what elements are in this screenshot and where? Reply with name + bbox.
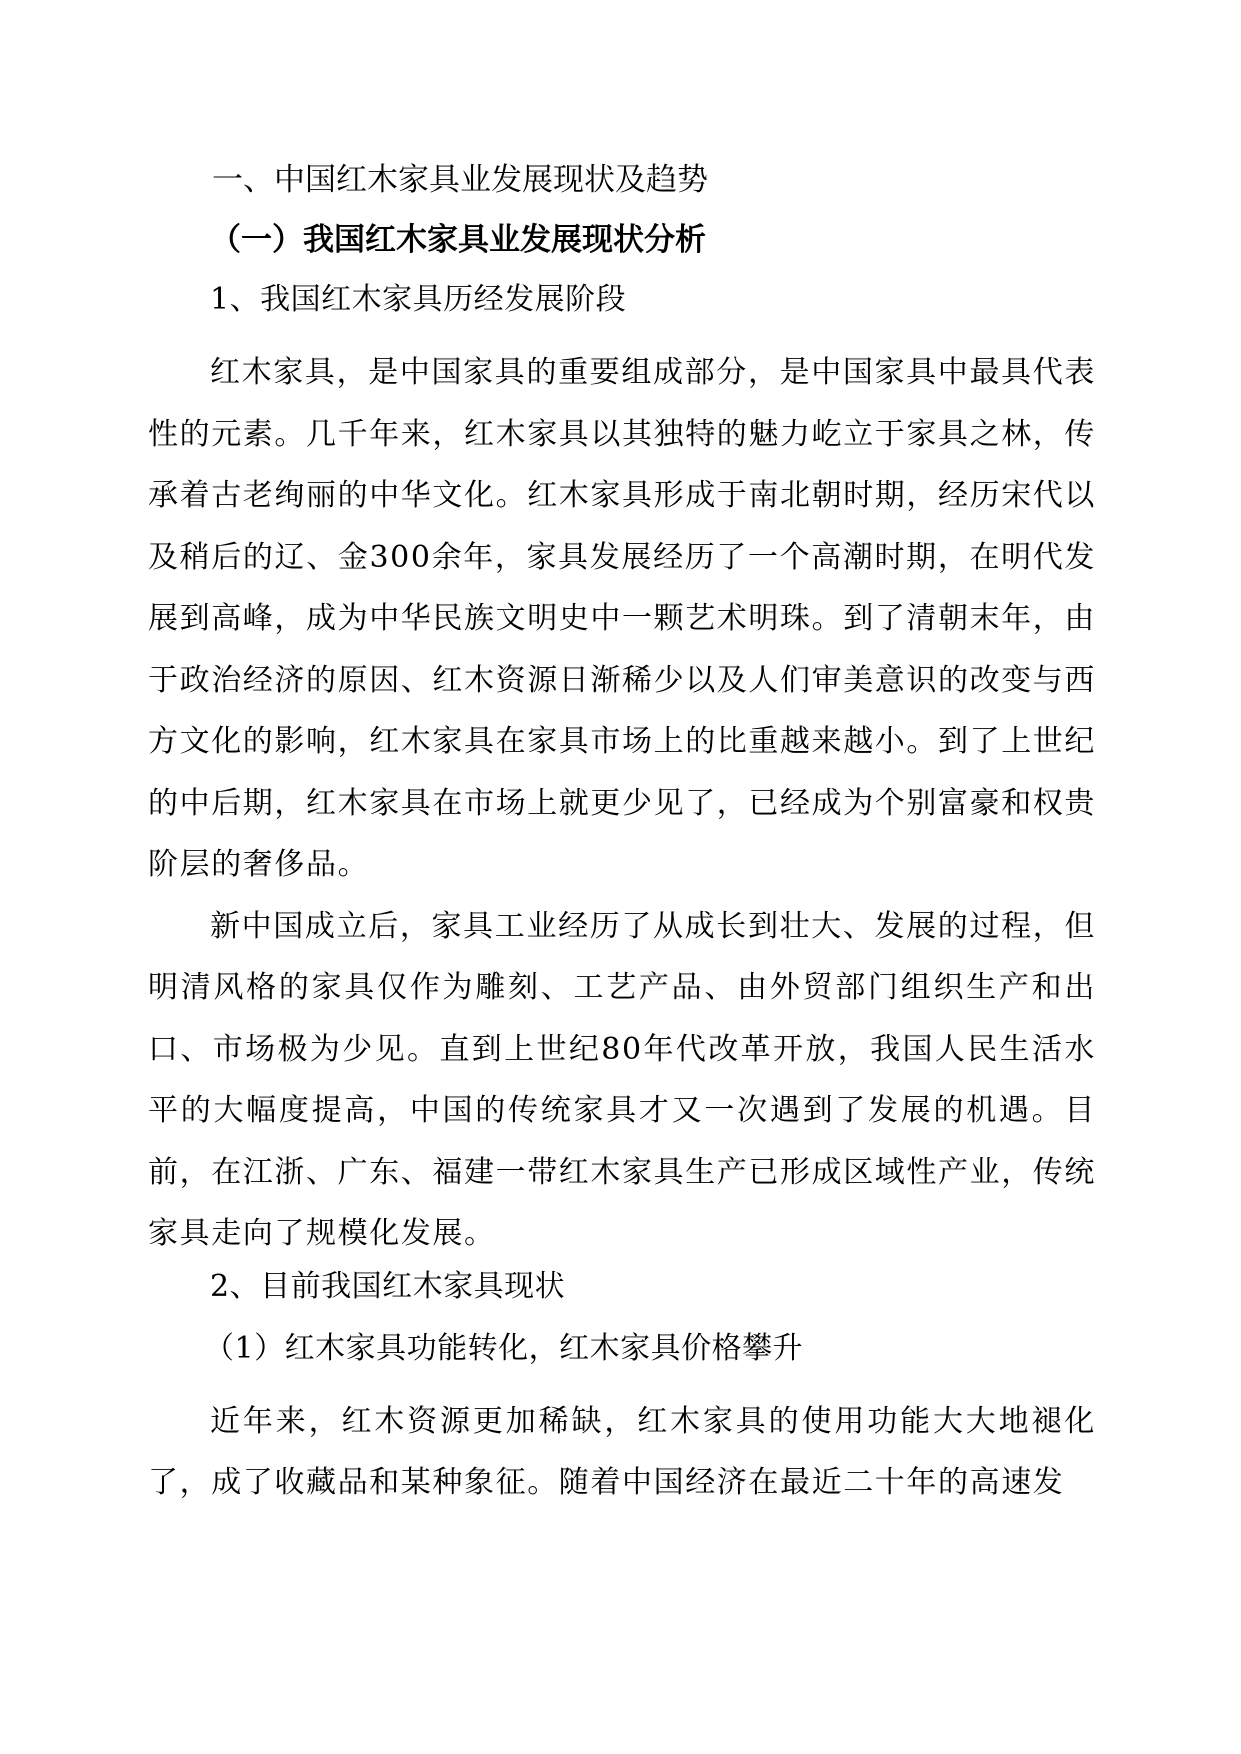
section-heading: （一）我国红木家具业发展现状分析 [210,222,706,258]
paragraph-recent-years: 近年来，红木资源更加稀缺，红木家具的使用功能大大地褪化了，成了收藏品和某种象征。随着中国经济在最近二十年的高速发 [148,1403,1096,1500]
paragraph-new-china: 新中国成立后，家具工业经历了从成长到壮大、发展的过程，但明清风格的家具仅作为雕刻、工艺产品、由外贸部门组织生产和出口、市场极为少见。直到上世纪80年代改革开放，我国人民生活水平的大幅度提高，中国的传统家具才又一次遇到了发展的机遇。目前，在江浙、广东、福建一带红木家具生产已形成区域性产业，传统家具走向了规模化发展。 [148,908,1096,1251]
subsection-title-2: 2、目前我国红木家具现状 [210,1268,566,1304]
subsection-title-1: 1、我国红木家具历经发展阶段 [210,282,627,317]
document-body [148,160,1096,1514]
paragraph-history: 红木家具，是中国家具的重要组成部分，是中国家具中最具代表性的元素。几千年来，红木家具以其独特的魅力屹立于家具之林，传承着古老绚丽的中华文化。红木家具形成于南北朝时期，经历宋代以及稍后的辽、金300余年，家具发展经历了一个高潮时期，在明代发展到高峰，成为中华民族文明史中一颗艺术明珠。到了清朝末年，由于政治经济的原因、红木资源日渐稀少以及人们审美意识的改变与西方文化的影响，红木家具在家具市场上的比重越来越小。到了上世纪的中后期，红木家具在市场上就更少见了，已经成为个别富豪和权贵阶层的奢侈品。 [148,355,1096,882]
sub-subsection-title: （1）红木家具功能转化，红木家具价格攀升 [204,1330,804,1366]
chapter-heading: 一、中国红木家具业发展现状及趋势 [212,162,708,198]
